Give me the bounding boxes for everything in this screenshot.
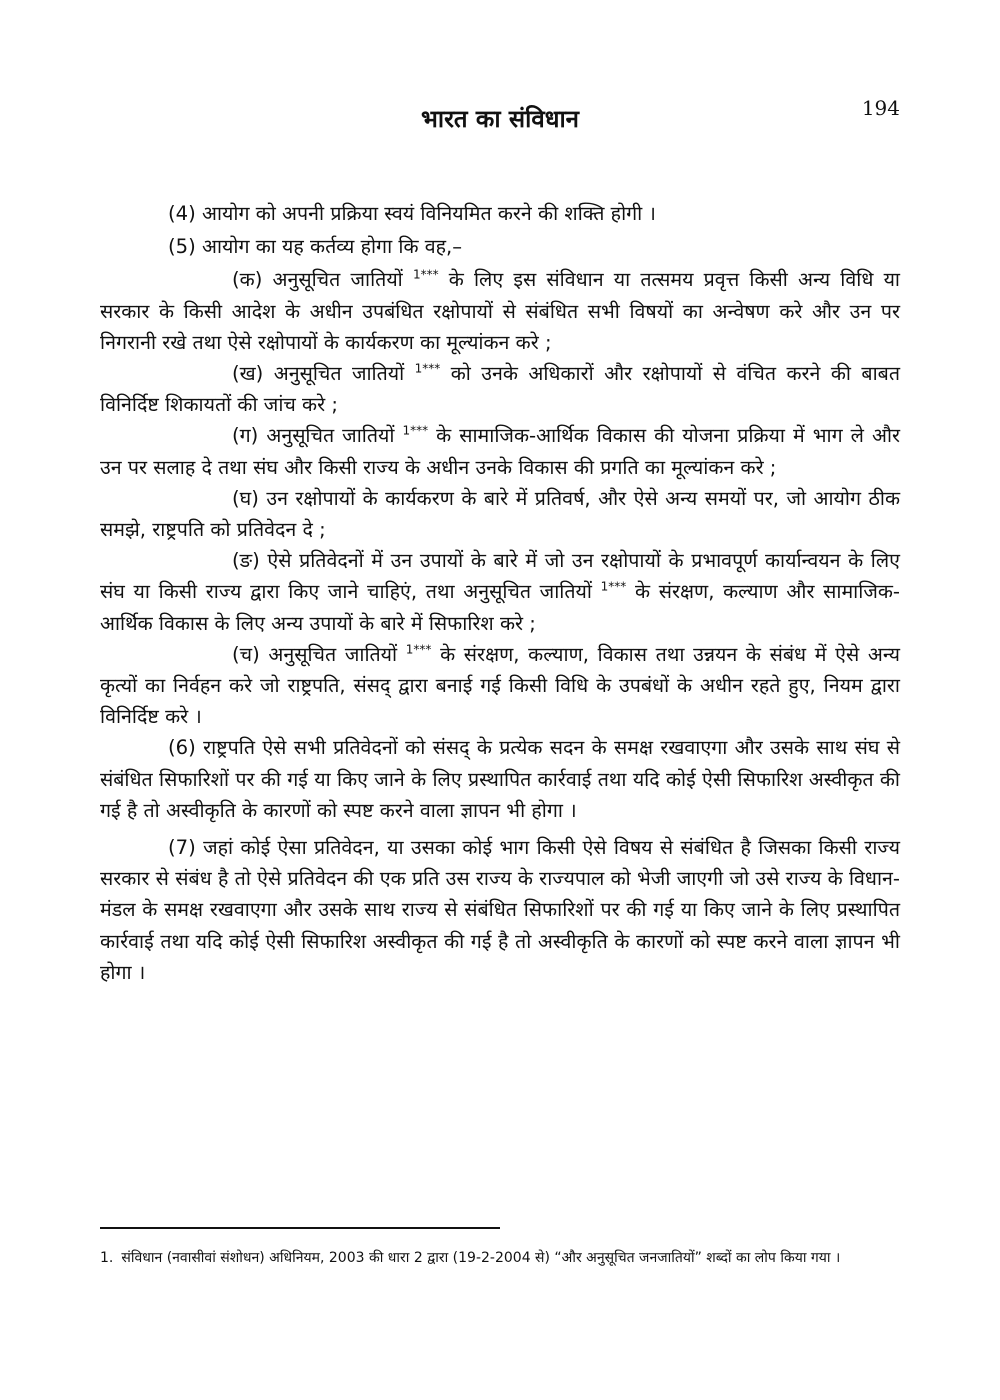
sub-clause-ka-text: के लिए इस संविधान या तत्समय प्रवृत्त किसी अन्य विधि या सरकार के किसी आदेश के अधीन उपबंधित रक्षोपायों से संबंधित सभी विषयों का अन्वेषण करे और उन पर निगरानी रखे तथा ऐसे रक्षोपायों के कार्यकरण का मूल्यांकन करे ; (100, 268, 901, 354)
sub-clause-cha-lead: (च) अनुसूचित जातियों (232, 642, 406, 666)
page-header (0, 96, 1000, 146)
footnote-reference: 1*** (402, 423, 429, 438)
clause-5: (5) आयोग का यह कर्तव्य होगा कि वह,– (168, 235, 463, 259)
sub-clause-ka-lead: (क) अनुसूचित जातियों (232, 268, 413, 292)
page-number: 194 (861, 96, 900, 120)
sub-clause-kha-text: को उनके अधिकारों और रक्षोपायों से वंचित करने की बाबत विनिर्दिष्ट शिकायतों की जांच करे ; (100, 362, 900, 417)
sub-clause-nga (100, 545, 900, 639)
footnote (100, 1245, 900, 1272)
footnote-number: 1. (100, 1250, 114, 1266)
sub-clause-kha (100, 358, 900, 420)
sub-clause-gha: (घ) उन रक्षोपायों के कार्यकरण के बारे में प्रतिवर्ष, और ऐसे अन्य समयों पर, जो आयोग ठीक समझे, राष्ट्रपति को प्रतिवेदन दे ; (100, 486, 900, 542)
clause-6: (6) राष्ट्रपति ऐसे सभी प्रतिवेदनों को संसद् के प्रत्येक सदन के समक्ष रखवाएगा और उसके साथ संघ से संबंधित सिफारिशों पर की गई या किए जाने के लिए प्रस्थापित कार्रवाई तथा यदि कोई ऐसी सिफारिश अस्वीकृत की गई है तो अस्वीकृति के कारणों को स्पष्ट करने वाला ज्ञापन भी होगा । (100, 736, 900, 822)
clause-7: (7) जहां कोई ऐसा प्रतिवेदन, या उसका कोई भाग किसी ऐसे विषय से संबंधित है जिसका किसी राज्य सरकार से संबंध है तो ऐसे प्रतिवेदन की एक प्रति उस राज्य के राज्यपाल को भेजी जाएगी जो उसे राज्य के विधान-मंडल के समक्ष रखवाएगा और उसके साथ राज्य से संबंधित सिफारिशों पर की गई या किए जाने के लिए प्रस्थापित कार्रवाई तथा यदि कोई ऐसी सिफारिश अस्वीकृत की गई है तो अस्वीकृति के कारणों को स्पष्ट करने वाला ज्ञापन भी होगा । (100, 836, 900, 984)
clause-4: (4) आयोग को अपनी प्रक्रिया स्वयं विनियमित करने की शक्ति होगी । (168, 202, 656, 225)
footnote-reference: 1*** (600, 579, 627, 594)
sub-clause-nga-lead: (ङ) ऐसे प्रतिवेदनों में उन उपायों के बारे में जो उन रक्षोपायों के प्रभावपूर्ण कार्यान्वयन के लिए संघ या किसी राज्य द्वारा किए जाने चाहिएं, तथा अनुसूचित जातियों (100, 549, 900, 604)
footnote-text: संविधान (नवासीवां संशोधन) अधिनियम, 2003 की धारा 2 द्वारा (19-2-2004 से) “और अनुसूचित जनजातियों” शब्दों का लोप किया गया । (121, 1250, 841, 1266)
sub-clause-cha-text: के संरक्षण, कल्याण, विकास तथा उन्नयन के संबंध में ऐसे अन्य कृत्यों का निर्वहन करे जो राष्ट्रपति, संसद् द्वारा बनाई गई किसी विधि के उपबंधों के अधीन रहते हुए, नियम द्वारा विनिर्दिष्ट करे । (100, 642, 900, 729)
article-body (100, 198, 900, 988)
sub-clause-ka (100, 264, 900, 358)
sub-clause-ga-lead: (ग) अनुसूचित जातियों (232, 424, 403, 448)
sub-clause-nga-text: के संरक्षण, कल्याण और सामाजिक-आर्थिक विकास के लिए अन्य उपायों के बारे में सिफारिश करे ; (100, 580, 900, 635)
footnote-divider (100, 1227, 500, 1229)
sub-clause-kha-lead: (ख) अनुसूचित जातियों (232, 362, 415, 386)
footnote-reference: 1*** (405, 642, 432, 657)
sub-clause-cha (100, 639, 900, 733)
page-title: भारत का संविधान (420, 105, 580, 133)
sub-clause-ga (100, 420, 900, 482)
footnote-reference: 1*** (414, 361, 441, 376)
footnote-reference: 1*** (412, 267, 439, 282)
sub-clause-ga-text: के सामाजिक-आर्थिक विकास की योजना प्रक्रिया में भाग ले और उन पर सलाह दे तथा संघ और किसी राज्य के अधीन उनके विकास की प्रगति का मूल्यांकन करे ; (100, 424, 900, 479)
